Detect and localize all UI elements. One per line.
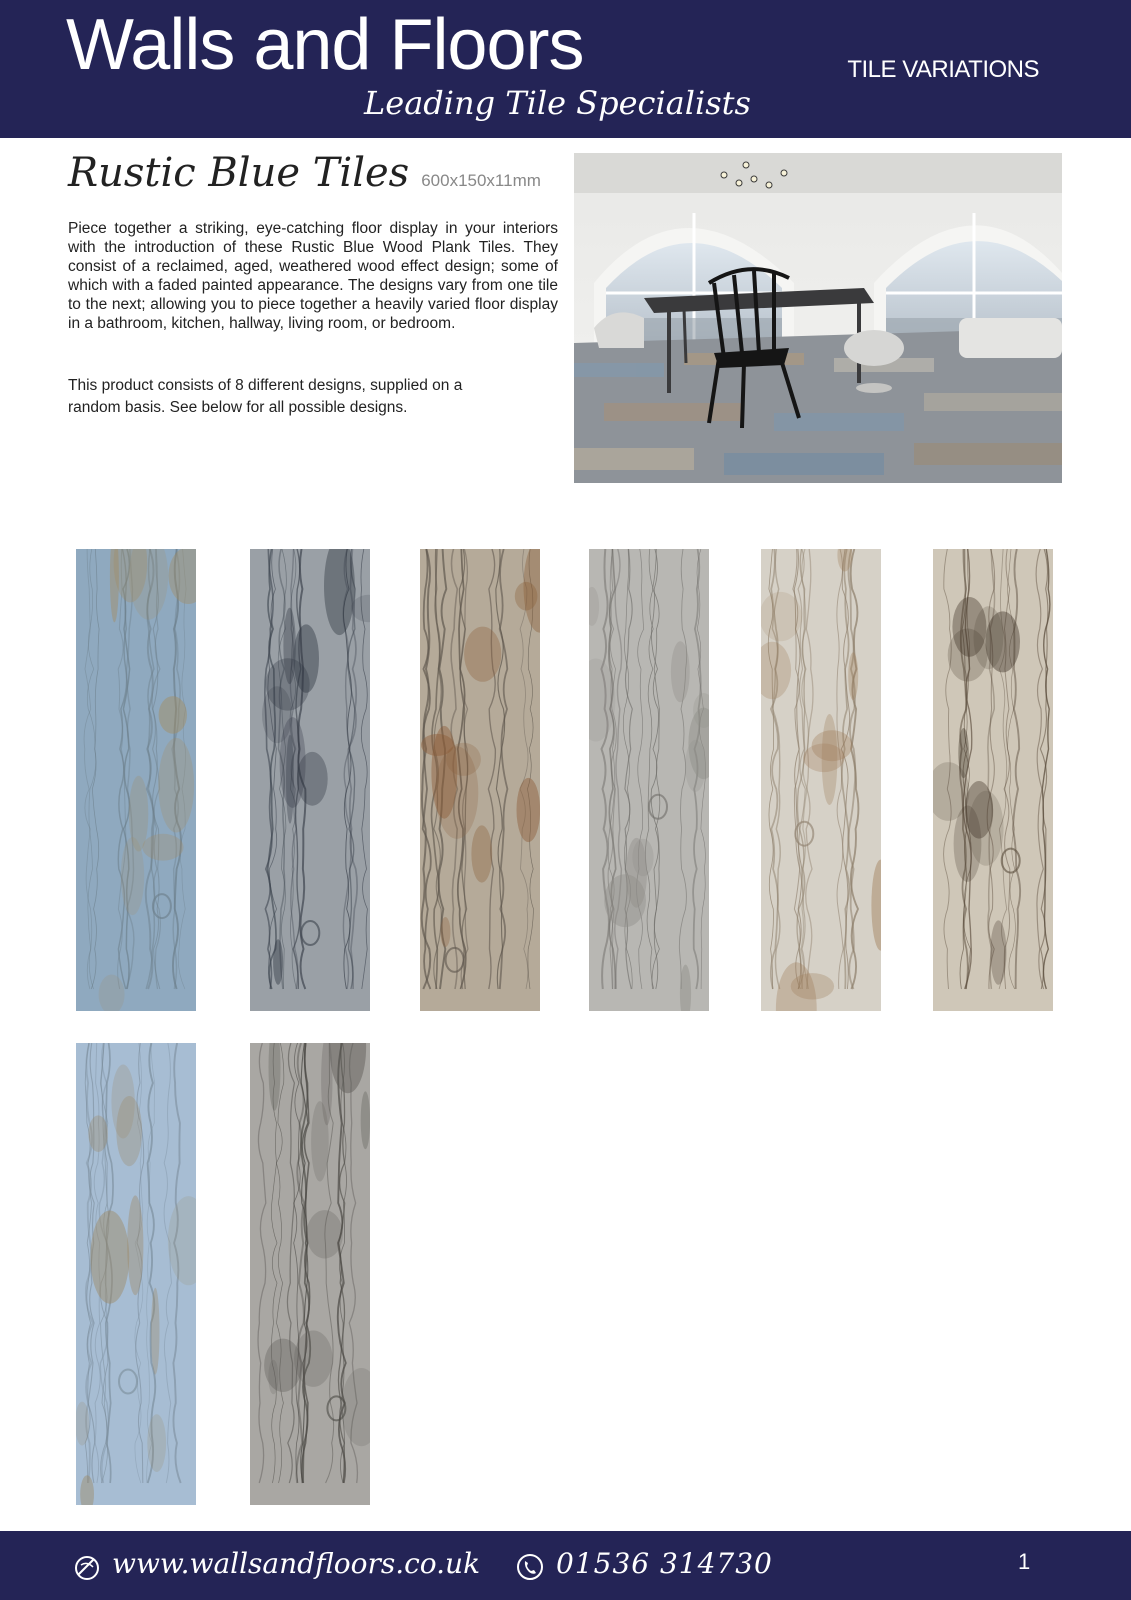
wood-texture [420,549,540,1011]
room-scene-illustration [574,153,1062,483]
wood-texture [76,1043,196,1505]
tile-design-3 [420,549,540,1011]
product-note: This product consists of 8 different designs, supplied on a random basis. See below for all possible designs. [68,377,463,416]
page-footer [0,1531,1131,1600]
website-link[interactable]: www.wallsandfloors.co.uk [112,1547,481,1580]
wood-texture [933,549,1053,1011]
room-scene-image [574,153,1062,483]
section-label: TILE VARIATIONS [847,56,1039,83]
product-title-row [68,150,541,196]
globe-icon [72,1553,102,1583]
page-header [0,0,1131,138]
tile-design-7 [76,1043,196,1505]
brand-tagline: Leading Tile Specialists [364,84,751,122]
page-number: 1 [1018,1549,1031,1574]
wood-texture [250,1043,370,1505]
tile-design-5 [761,549,881,1011]
tile-design-8 [250,1043,370,1505]
tile-design-6 [933,549,1053,1011]
product-title: Rustic Blue Tiles [68,150,410,196]
wood-texture [250,549,370,1011]
product-description: Piece together a striking, eye-catching floor display in your interiors with the introduction of these Rustic Blue Wood Plank Tiles. They consist of a reclaimed, aged, weathered wood effect design; some of which with a faded painted appearance. The designs vary from one tile to the next; allowing you to piece together a heavily varied floor display in a bathroom, kitchen, hallway, living room, or bedroom. [68,220,558,332]
phone-number[interactable]: 01536 314730 [556,1547,773,1580]
wood-texture [761,549,881,1011]
phone-icon [516,1553,544,1581]
brand-logo-text: Walls and Floors [66,5,584,85]
wood-texture [589,549,709,1011]
wood-texture [76,549,196,1011]
tile-design-4 [589,549,709,1011]
tile-design-1 [76,549,196,1011]
product-dimensions: 600x150x11mm [421,171,541,190]
tile-design-2 [250,549,370,1011]
